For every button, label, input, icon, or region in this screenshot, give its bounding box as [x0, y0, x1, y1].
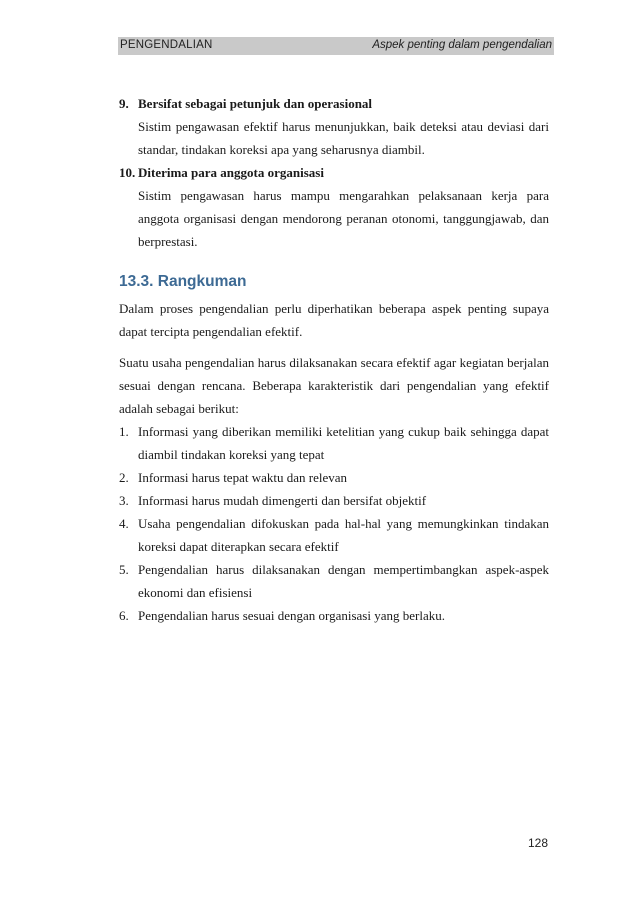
criterion-10-body: [119, 184, 549, 253]
summary-paragraph-1: [119, 297, 549, 343]
page-number: 128: [528, 836, 549, 850]
criterion-title: Bersifat sebagai petunjuk dan operasional: [138, 96, 373, 111]
criterion-10: [119, 161, 549, 184]
text-line: dapat tercipta pengendalian efektif.: [119, 324, 303, 339]
criterion-9-body: [119, 115, 549, 161]
text-line: diambil tindakan koreksi yang tepat: [138, 447, 325, 462]
characteristics-list: [119, 420, 549, 627]
summary-paragraph-2: [119, 351, 549, 420]
list-item: [119, 489, 549, 512]
text-line: Sistim pengawasan harus mampu mengarahkan pelaksanaan kerja para: [138, 188, 549, 203]
header-topic: Aspek penting dalam pengendalian: [372, 39, 552, 51]
list-item: [119, 512, 549, 558]
list-item: [119, 558, 549, 604]
list-item: [119, 604, 549, 627]
list-number: 4.: [119, 516, 129, 531]
criterion-number: 9.: [119, 96, 129, 111]
section-heading: 13.3. Rangkuman: [119, 273, 247, 290]
running-header: [118, 37, 554, 55]
text-line: Pengendalian harus dilaksanakan dengan mempertimbangkan aspek-aspek: [138, 562, 549, 577]
text-line: Pengendalian harus sesuai dengan organisasi yang berlaku.: [138, 608, 445, 623]
text-line: Informasi yang diberikan memiliki ketelitian yang cukup baik sehingga dapat: [138, 424, 549, 439]
text-line: berprestasi.: [138, 234, 198, 249]
text-line: standar, tindakan koreksi apa yang seharusnya diambil.: [138, 142, 425, 157]
text-line: Informasi harus mudah dimengerti dan bersifat objektif: [138, 493, 427, 508]
criterion-number: 10.: [119, 165, 136, 180]
page-body: [119, 92, 549, 627]
list-number: 2.: [119, 470, 129, 485]
criterion-9: [119, 92, 549, 115]
list-item: [119, 466, 549, 489]
list-number: 5.: [119, 562, 129, 577]
text-line: sesuai dengan rencana. Beberapa karakteristik dari pengendalian yang efektif: [119, 378, 549, 393]
text-line: Usaha pengendalian difokuskan pada hal-hal yang memungkinkan tindakan: [138, 516, 549, 531]
header-chapter: PENGENDALIAN: [120, 39, 213, 51]
text-line: Informasi harus tepat waktu dan relevan: [138, 470, 348, 485]
text-line: ekonomi dan efisiensi: [138, 585, 253, 600]
list-number: 3.: [119, 493, 129, 508]
text-line: anggota organisasi dengan mendorong peranan otonomi, tanggungjawab, dan: [138, 211, 549, 226]
text-line: Sistim pengawasan efektif harus menunjukkan, baik deteksi atau deviasi dari: [138, 119, 549, 134]
list-number: 6.: [119, 608, 129, 623]
text-line: Suatu usaha pengendalian harus dilaksanakan secara efektif agar kegiatan berjalan: [119, 355, 549, 370]
list-number: 1.: [119, 424, 129, 439]
criterion-title: Diterima para anggota organisasi: [138, 165, 324, 180]
text-line: adalah sebagai berikut:: [119, 401, 239, 416]
list-item: [119, 420, 549, 466]
text-line: Dalam proses pengendalian perlu diperhatikan beberapa aspek penting supaya: [119, 301, 549, 316]
text-line: koreksi dapat diterapkan secara efektif: [138, 539, 339, 554]
